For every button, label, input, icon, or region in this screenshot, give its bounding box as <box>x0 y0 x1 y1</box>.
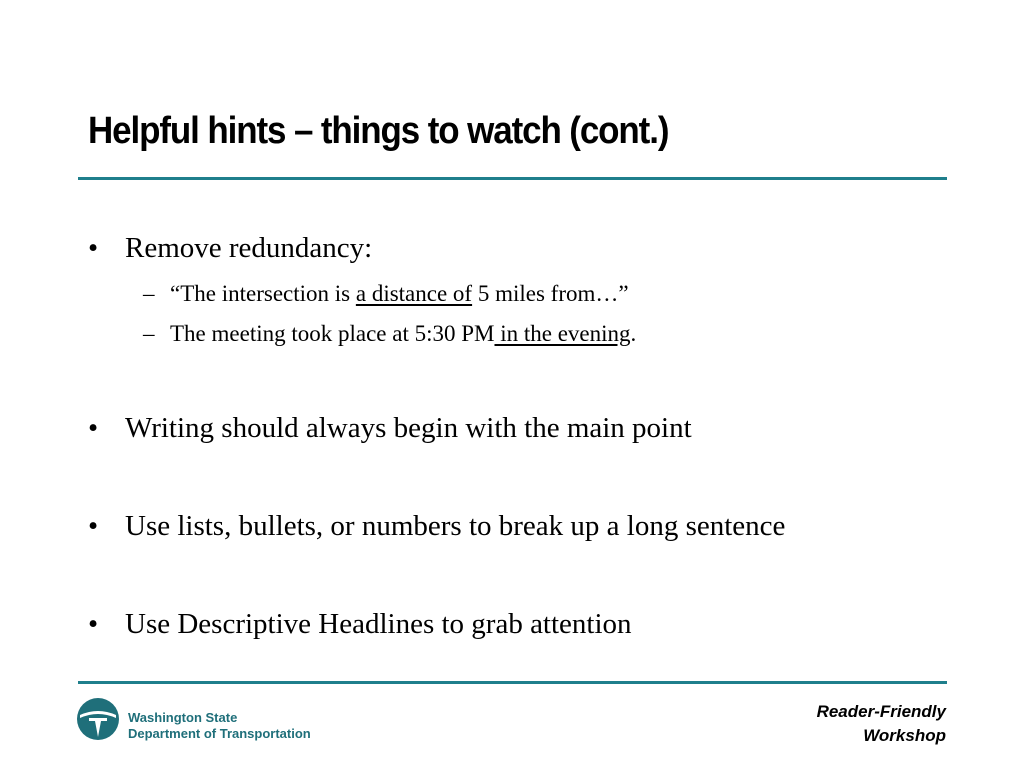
title-divider <box>78 177 947 180</box>
org-name <box>128 710 311 742</box>
sub-bullet-underlined: a distance of <box>355 281 473 306</box>
sub-bullet-text <box>170 321 636 347</box>
dash-glyph: – <box>143 321 155 346</box>
bullet-text: Remove redundancy: <box>125 232 373 264</box>
sub-bullet-prefix: The meeting took place at 5:30 PM <box>170 321 495 346</box>
wsdot-logo-icon <box>76 697 120 741</box>
org-name-line1: Washington State <box>128 710 238 725</box>
bullet-glyph: • <box>88 510 99 542</box>
footer-divider <box>78 681 947 684</box>
workshop-label <box>817 700 946 748</box>
sub-bullet-text <box>170 281 629 307</box>
sub-bullet-suffix: . <box>630 321 637 346</box>
bullet-glyph: • <box>88 412 99 444</box>
sub-bullet-suffix: 5 miles from…” <box>472 281 629 306</box>
bullet-text: Use Descriptive Headlines to grab attention <box>125 608 632 640</box>
workshop-label-line2: Workshop <box>863 726 946 745</box>
bullet-text: Use lists, bullets, or numbers to break up a long sentence <box>125 510 786 542</box>
workshop-label-line1: Reader-Friendly <box>816 702 946 721</box>
bullet-glyph: • <box>88 232 99 264</box>
sub-bullet-underlined: in the evening <box>494 321 631 346</box>
sub-bullet-prefix: “The intersection is <box>170 281 356 306</box>
dash-glyph: – <box>143 281 155 306</box>
slide-title: Helpful hints – things to watch (cont.) <box>88 110 669 152</box>
bullet-text: Writing should always begin with the main point <box>125 412 692 444</box>
bullet-glyph: • <box>88 608 99 640</box>
org-name-line2: Department of Transportation <box>128 726 311 741</box>
